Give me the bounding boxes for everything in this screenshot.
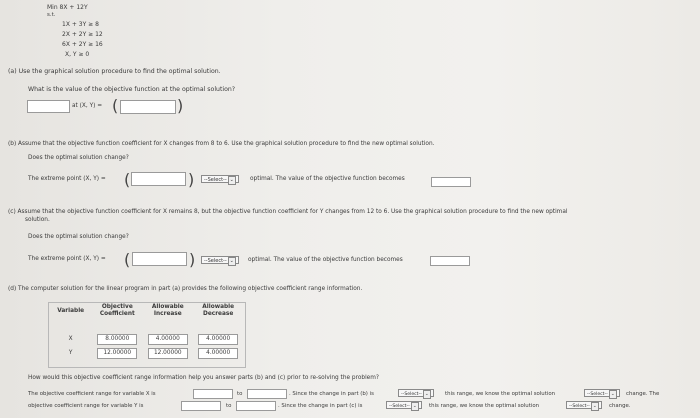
constraint-1: 1X + 3Y ≥ 8 (62, 21, 99, 28)
objective-coefficient-cell: 12.00000 (97, 348, 137, 359)
part-c-select[interactable] (201, 256, 239, 264)
variable-cell: Y (68, 350, 73, 356)
chevron-down-icon: ⌄ (592, 404, 597, 409)
part-c-after-select: optimal. The value of the objective function becomes (248, 257, 403, 263)
x-range-lower-input[interactable] (193, 389, 233, 399)
table-row (49, 332, 243, 346)
part-c-within-select[interactable] (386, 401, 422, 409)
table-header-allowable-decrease: Allowable Decrease (202, 304, 235, 317)
to-label: to (237, 391, 243, 397)
part-c-optimal-select[interactable] (566, 401, 602, 409)
variable-cell: X (68, 336, 73, 342)
select-label: --Select-- (204, 177, 227, 183)
open-paren: ( (124, 250, 131, 269)
x-range-upper-input[interactable] (247, 389, 287, 399)
objective-range-table (49, 304, 243, 360)
open-paren: ( (112, 96, 119, 115)
x-range-text: The objective coefficient range for variable X is (28, 391, 156, 397)
select-label: --Select-- (587, 392, 608, 397)
part-a-prompt: (a) Use the graphical solution procedure to find the optimal solution. (8, 68, 221, 75)
part-c-prompt-line2: solution. (25, 217, 50, 223)
chevron-down-icon: ⌄ (424, 392, 429, 397)
range-text: this range, we know the optimal solution (445, 391, 556, 397)
part-b-prompt: (b) Assume that the objective function coefficient for X changes from 8 to 6. Use the graphical solution procedure to find the new optimal solution. (8, 141, 435, 147)
part-b-after-select: optimal. The value of the objective function becomes (250, 176, 405, 182)
constraint-3: 6X + 2Y ≥ 16 (62, 41, 103, 48)
part-c-change-text: . Since the change in part (c) is (278, 403, 363, 409)
table-header-variable: Variable (57, 307, 85, 314)
part-c-extreme-point-input[interactable] (132, 252, 187, 266)
table-header-allowable-increase: Allowable Increase (151, 304, 184, 317)
table-header-row (49, 304, 243, 318)
close-paren: ) (177, 96, 184, 115)
part-c-objective-value-input[interactable] (430, 256, 470, 266)
close-paren: ) (188, 170, 195, 189)
constraint-2: 2X + 2Y ≥ 12 (62, 31, 103, 38)
part-c-extreme-label: The extreme point (X, Y) = (28, 256, 106, 262)
close-paren: ) (189, 250, 196, 269)
subject-to-label: s.t. (47, 12, 56, 18)
chevron-down-icon: ⌄ (229, 177, 234, 183)
optimal-point-input[interactable] (120, 100, 176, 114)
open-paren: ( (124, 170, 131, 189)
y-range-text: objective coefficient range for variable Y is (28, 403, 144, 409)
part-b-objective-value-input[interactable] (431, 177, 471, 187)
select-label: --Select-- (569, 404, 590, 409)
objective-value-input[interactable] (27, 100, 70, 113)
chevron-down-icon: ⌄ (229, 258, 234, 264)
objective-coefficient-cell: 8.00000 (97, 334, 137, 345)
allowable-decrease-cell: 4.00000 (198, 348, 238, 359)
part-b-optimal-select[interactable] (584, 389, 620, 397)
range-text: this range, we know the optimal solution (429, 403, 540, 409)
y-range-upper-input[interactable] (236, 401, 276, 411)
select-label: --Select-- (389, 404, 410, 409)
at-xy-label: at (X, Y) = (72, 103, 103, 109)
change-text: change. The (626, 391, 660, 397)
part-c-question: Does the optimal solution change? (28, 234, 129, 240)
part-d-how-question: How would this objective coefficient range information help you answer parts (b) and (c) prior to re-solving the problem? (28, 375, 379, 381)
nonnegativity-constraint: X, Y ≥ 0 (65, 51, 90, 58)
allowable-increase-cell: 4.00000 (148, 334, 188, 345)
part-b-extreme-label: The extreme point (X, Y) = (28, 176, 106, 182)
part-d-prompt: (d) The computer solution for the linear program in part (a) provides the following objective coefficient range information. (8, 286, 363, 292)
objective-function: Min 8X + 12Y (47, 4, 88, 11)
part-b-change-text: . Since the change in part (b) is (289, 391, 374, 397)
part-a-question: What is the value of the objective function at the optimal solution? (28, 86, 236, 93)
y-range-lower-input[interactable] (181, 401, 221, 411)
change-text-end: change. (609, 403, 631, 409)
chevron-down-icon: ⌄ (610, 392, 615, 397)
part-b-within-select[interactable] (398, 389, 434, 397)
part-b-extreme-point-input[interactable] (131, 172, 186, 186)
select-label: --Select-- (204, 258, 227, 264)
chevron-down-icon: ⌄ (412, 404, 417, 409)
allowable-decrease-cell: 4.00000 (198, 334, 238, 345)
table-row (49, 346, 243, 360)
table-header-objective-coefficient: Objective Coefficient (99, 304, 135, 317)
select-label: --Select-- (401, 392, 422, 397)
part-b-select[interactable] (201, 175, 239, 183)
part-c-prompt-line1: (c) Assume that the objective function coefficient for X remains 8, but the objective function coefficient for Y changes from 12 to 6. Use the graphical solution procedure to find the new optimal (8, 209, 568, 215)
to-label: to (226, 403, 232, 409)
part-b-question: Does the optimal solution change? (28, 155, 129, 161)
allowable-increase-cell: 12.00000 (148, 348, 188, 359)
